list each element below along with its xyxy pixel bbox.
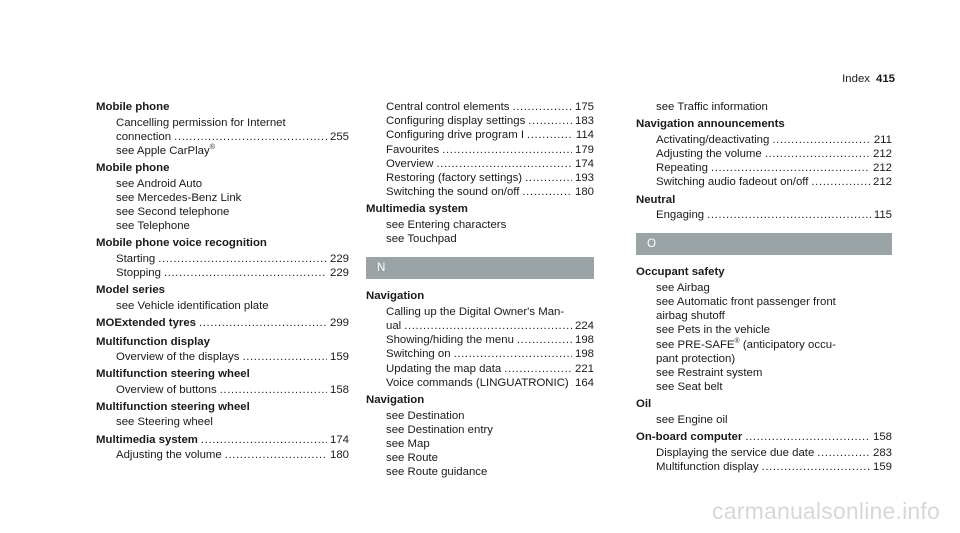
subentry[interactable] <box>366 362 594 376</box>
entry-heading-text: Mobile phone voice recognition <box>96 237 267 250</box>
page-ref[interactable]: 164 <box>574 376 594 389</box>
dot-leader <box>504 362 572 376</box>
subentry[interactable] <box>366 423 594 437</box>
dot-leader <box>711 161 870 175</box>
index-entry <box>366 393 594 483</box>
subentry-text <box>656 446 814 460</box>
subentry-label: Multifunction display <box>656 460 759 473</box>
index-entry <box>96 283 349 316</box>
subentry[interactable] <box>96 350 349 364</box>
subentry-text <box>386 319 401 333</box>
section-title: Index <box>842 73 870 85</box>
index-entry <box>96 367 349 400</box>
subentry-text <box>116 191 241 205</box>
subentry-label: Adjusting the volume <box>116 449 222 462</box>
subentry-text <box>386 362 501 376</box>
subentry-text <box>116 383 217 397</box>
page-ref[interactable]: 198 <box>574 348 594 361</box>
dot-leader <box>527 128 573 142</box>
index-entry <box>96 100 349 161</box>
dot-leader <box>745 430 870 446</box>
entry-heading[interactable] <box>96 335 349 351</box>
entry-heading[interactable] <box>366 289 594 305</box>
subentry-label: see Steering wheel <box>116 416 213 429</box>
subentry-label: see Vehicle identification plate <box>116 299 269 312</box>
subentry-text <box>386 333 514 347</box>
subentry-text <box>656 161 708 175</box>
subentry-label: Adjusting the volume <box>656 147 762 160</box>
subentry-text <box>386 437 430 451</box>
page-number: 415 <box>875 73 895 85</box>
dot-leader <box>525 171 572 185</box>
index-entry <box>96 161 349 236</box>
subentry-label: Overview of the displays <box>116 351 240 364</box>
subentry[interactable] <box>96 252 349 266</box>
subentry-text <box>116 299 269 313</box>
subentry-text <box>656 295 836 309</box>
dot-leader <box>512 100 572 114</box>
subentry[interactable] <box>96 205 349 219</box>
subentry-text <box>386 185 519 199</box>
entry-heading[interactable] <box>96 433 349 449</box>
subentry[interactable] <box>636 161 892 175</box>
page-ref[interactable]: 229 <box>329 267 349 280</box>
subentry-text <box>656 133 769 147</box>
entry-heading-text: Occupant safety <box>636 266 725 279</box>
page-ref[interactable]: 229 <box>329 252 349 265</box>
subentry-label: Overview <box>386 157 434 170</box>
subentry[interactable] <box>366 437 594 451</box>
subentry[interactable] <box>366 232 594 246</box>
index-entry <box>366 100 594 202</box>
index-entry <box>96 335 349 368</box>
registered-mark: ® <box>734 337 740 345</box>
dot-leader <box>242 350 327 364</box>
page-ref[interactable]: 114 <box>575 129 594 142</box>
subentry-label: see Touchpad <box>386 233 457 246</box>
subentry-label: Overview of buttons <box>116 383 217 396</box>
entry-heading-text: Navigation <box>366 290 425 303</box>
subentry-label: Configuring drive program I <box>386 129 525 142</box>
dot-leader <box>199 316 327 332</box>
subentry[interactable] <box>96 299 349 313</box>
dot-leader <box>707 208 871 222</box>
dot-leader <box>164 266 327 280</box>
subentry-text <box>656 208 704 222</box>
subentry[interactable] <box>366 185 594 199</box>
page-ref[interactable]: 158 <box>872 431 892 444</box>
subentry-label: see Mercedes-Benz Link <box>116 191 242 204</box>
dot-leader <box>772 133 870 147</box>
subentry[interactable] <box>636 175 892 189</box>
entry-heading[interactable] <box>636 193 892 209</box>
subentry-text <box>116 177 202 191</box>
entry-heading-text: Mobile phone <box>96 101 170 113</box>
page-ref[interactable]: 159 <box>329 351 349 364</box>
entry-heading-text: Mobile phone <box>96 162 170 175</box>
index-entry <box>636 397 892 430</box>
subentry[interactable] <box>366 128 594 142</box>
index-entry <box>96 316 349 335</box>
page-header <box>842 73 895 85</box>
subentry-tail: (anticipatory occu- <box>739 338 836 351</box>
dot-leader <box>404 319 572 333</box>
subentry-text <box>116 130 171 144</box>
subentry-text <box>656 413 728 427</box>
subentry-text <box>656 380 723 394</box>
subentry-label: Displaying the service due date <box>656 446 815 459</box>
subentry-text <box>116 350 239 364</box>
page-ref[interactable]: 255 <box>329 130 349 143</box>
subentry[interactable] <box>636 352 892 366</box>
subentry-label: see Automatic front passenger front <box>656 295 836 308</box>
subentry[interactable] <box>366 143 594 157</box>
subentry-text <box>116 205 229 219</box>
entry-heading[interactable] <box>96 283 349 299</box>
subentry-label: Cancelling permission for Internet <box>116 116 286 129</box>
page-ref[interactable]: 174 <box>329 433 349 446</box>
dot-leader <box>817 446 870 460</box>
subentry-text <box>386 376 569 390</box>
index-entry <box>636 193 892 226</box>
subentry-label: see Destination <box>386 409 465 422</box>
page-ref[interactable]: 158 <box>329 383 349 396</box>
dot-leader <box>225 448 327 462</box>
subentry[interactable] <box>366 171 594 185</box>
subentry-text <box>656 352 735 366</box>
entry-heading[interactable] <box>636 397 892 413</box>
subentry[interactable] <box>96 448 349 462</box>
subentry-label: Engaging <box>656 209 705 222</box>
subentry-label: see Route guidance <box>386 466 488 479</box>
page-ref[interactable]: 193 <box>574 172 594 185</box>
subentry-label: Updating the map data <box>386 362 502 375</box>
subentry[interactable] <box>636 147 892 161</box>
subentry-text <box>386 347 451 361</box>
entry-heading-text: Multimedia system <box>96 433 198 446</box>
entry-heading-text: Oil <box>636 398 652 411</box>
subentry-text <box>386 451 438 465</box>
index-entry <box>96 433 349 466</box>
subentry[interactable] <box>636 446 892 460</box>
index-entry <box>636 430 892 477</box>
subentry-text <box>386 218 506 232</box>
entry-heading-text: Multifunction steering wheel <box>96 400 250 413</box>
subentry-label: Central control elements <box>386 101 510 113</box>
entry-spacer <box>636 222 892 225</box>
entry-heading[interactable] <box>366 202 594 218</box>
subentry[interactable] <box>96 266 349 280</box>
subentry-text <box>386 100 509 114</box>
entry-heading[interactable] <box>96 100 349 116</box>
page-ref[interactable]: 115 <box>873 209 892 222</box>
subentry-text <box>386 409 465 423</box>
subentry[interactable] <box>96 116 349 130</box>
page-ref[interactable]: 183 <box>574 115 594 128</box>
index-entry <box>636 117 892 192</box>
subentry-label: see Pets in the vehicle <box>656 324 770 337</box>
letter-band: N <box>366 257 594 279</box>
index-entry <box>636 265 892 397</box>
subentry[interactable] <box>96 415 349 429</box>
subentry-text <box>656 338 836 352</box>
entry-heading-text: Navigation announcements <box>636 118 785 131</box>
watermark: carmanualsonline.info <box>712 498 940 524</box>
entry-spacer <box>366 480 594 483</box>
subentry-label: see Route <box>386 452 438 465</box>
subentry[interactable] <box>366 451 594 465</box>
subentry-text <box>116 116 286 130</box>
page-ref[interactable]: 299 <box>329 317 349 330</box>
page-ref[interactable]: 224 <box>574 320 594 333</box>
page-ref[interactable]: 198 <box>574 334 594 347</box>
subentry-text <box>386 114 525 128</box>
subentry-text <box>116 219 190 233</box>
subentry-label: see Android Auto <box>116 177 203 190</box>
page-ref[interactable]: 212 <box>872 176 892 189</box>
subentry-label: see Engine oil <box>656 413 728 426</box>
subentry-label: Calling up the Digital Owner's Man- <box>386 305 565 318</box>
subentry[interactable] <box>366 376 594 390</box>
index-entry <box>96 400 349 433</box>
subentry[interactable] <box>366 157 594 171</box>
entry-heading[interactable] <box>636 117 892 133</box>
subentry-text <box>656 175 808 189</box>
subentry-label: Stopping <box>116 267 161 280</box>
subentry[interactable] <box>636 366 892 380</box>
page-ref[interactable]: 212 <box>872 162 892 175</box>
subentry-label: Favourites <box>386 143 440 156</box>
subentry-text <box>116 415 213 429</box>
subentry[interactable] <box>366 465 594 479</box>
entry-heading-text: Multifunction display <box>96 335 210 348</box>
subentry[interactable] <box>636 208 892 222</box>
subentry-text <box>386 157 433 171</box>
subentry[interactable] <box>636 413 892 427</box>
subentry-label: see Second telephone <box>116 206 230 219</box>
page-ref[interactable]: 174 <box>574 157 594 170</box>
subentry[interactable] <box>96 219 349 233</box>
subentry[interactable] <box>636 309 892 323</box>
index-entry <box>366 202 594 249</box>
subentry-label: Switching the sound on/off <box>386 186 520 199</box>
subentry-text <box>656 147 762 161</box>
dot-leader <box>522 185 572 199</box>
page-ref[interactable]: 180 <box>574 186 594 199</box>
subentry-label: see Airbag <box>656 281 710 294</box>
entry-heading-text: Model series <box>96 284 166 297</box>
subentry-text <box>386 171 522 185</box>
dot-leader <box>442 143 572 157</box>
subentry-label: see Map <box>386 437 430 450</box>
subentry-label: connection <box>116 130 172 143</box>
dot-leader <box>765 147 870 161</box>
subentry[interactable] <box>636 380 892 394</box>
subentry-label: see Telephone <box>116 220 190 233</box>
subentry[interactable] <box>96 383 349 397</box>
page-ref[interactable]: 211 <box>873 133 892 146</box>
subentry-label: see Destination entry <box>386 423 494 436</box>
page-ref[interactable]: 179 <box>574 143 594 156</box>
subentry[interactable] <box>96 130 349 144</box>
subentry-label: see Seat belt <box>656 381 723 394</box>
entry-heading-text: Multifunction steering wheel <box>96 368 250 381</box>
page-ref[interactable]: 159 <box>872 460 892 473</box>
subentry-text <box>656 460 759 474</box>
index-entry <box>96 236 349 283</box>
dot-leader <box>528 114 572 128</box>
subentry-text <box>116 266 161 280</box>
subentry-label: pant protection) <box>656 352 736 365</box>
dot-leader <box>762 460 870 474</box>
page-ref[interactable]: 175 <box>574 101 594 113</box>
subentry-text <box>656 100 768 114</box>
subentry[interactable] <box>366 114 594 128</box>
subentry-label: see Traffic information <box>656 101 768 113</box>
subentry[interactable] <box>366 347 594 361</box>
subentry-label: Configuring display settings <box>386 115 526 128</box>
dot-leader <box>517 333 572 347</box>
subentry-text <box>386 465 487 479</box>
subentry-label: see Apple CarPlay <box>116 144 210 157</box>
registered-mark: ® <box>209 144 215 152</box>
dot-leader <box>201 433 327 449</box>
subentry-label: ual <box>386 320 402 333</box>
subentry-text <box>116 448 222 462</box>
subentry[interactable] <box>96 144 349 158</box>
subentry-label: Starting <box>116 252 156 265</box>
subentry-label: Switching on <box>386 348 451 361</box>
entry-spacer <box>96 462 349 465</box>
subentry-text <box>116 252 155 266</box>
subentry-text <box>386 305 564 319</box>
letter-band: O <box>636 233 892 255</box>
subentry-text <box>656 281 710 295</box>
subentry[interactable] <box>636 295 892 309</box>
subentry[interactable] <box>96 191 349 205</box>
entry-heading-text: MOExtended tyres <box>96 317 197 330</box>
subentry[interactable] <box>366 319 594 333</box>
subentry[interactable] <box>636 338 892 352</box>
subentry-label: Switching audio fadeout on/off <box>656 176 809 189</box>
dot-leader <box>158 252 327 266</box>
entry-heading[interactable] <box>96 236 349 252</box>
entry-heading[interactable] <box>96 316 349 332</box>
page-ref[interactable]: 221 <box>574 362 594 375</box>
subentry[interactable] <box>636 133 892 147</box>
subentry[interactable] <box>636 460 892 474</box>
subentry-text <box>116 144 215 158</box>
subentry-label: Repeating <box>656 162 708 175</box>
subentry-label: airbag shutoff <box>656 310 725 323</box>
subentry-label: Activating/deactivating <box>656 133 770 146</box>
entry-heading[interactable] <box>636 430 892 446</box>
page-ref[interactable]: 180 <box>329 449 349 462</box>
subentry[interactable] <box>636 323 892 337</box>
entry-heading[interactable] <box>636 265 892 281</box>
subentry-text <box>386 128 524 142</box>
entry-spacer <box>636 474 892 477</box>
subentry-label: Showing/hiding the menu <box>386 334 514 347</box>
entry-heading[interactable] <box>96 161 349 177</box>
dot-leader <box>436 157 572 171</box>
subentry-label: see PRE-SAFE <box>656 338 735 351</box>
subentry-text <box>386 232 457 246</box>
subentry[interactable] <box>96 177 349 191</box>
page-ref[interactable]: 283 <box>872 446 892 459</box>
subentry-label: see Restraint system <box>656 366 763 379</box>
dot-leader <box>454 347 572 361</box>
entry-heading-text: On-board computer <box>636 431 743 444</box>
subentry[interactable] <box>366 333 594 347</box>
subentry[interactable] <box>636 281 892 295</box>
index-column-3 <box>636 100 892 477</box>
index-entry <box>366 289 594 393</box>
entry-heading-text: Navigation <box>366 394 425 407</box>
page-ref[interactable]: 212 <box>872 147 892 160</box>
index-column-2 <box>366 100 594 483</box>
dot-leader <box>220 383 327 397</box>
entry-heading-text: Neutral <box>636 193 676 206</box>
subentry[interactable] <box>366 305 594 319</box>
subentry-text <box>386 423 493 437</box>
subentry-text <box>386 143 439 157</box>
subentry[interactable] <box>636 100 892 114</box>
entry-heading-text: Multimedia system <box>366 203 468 216</box>
subentry-text <box>656 323 770 337</box>
entry-heading[interactable] <box>96 400 349 416</box>
index-entry <box>636 100 892 117</box>
subentry[interactable] <box>366 409 594 423</box>
dot-leader <box>174 130 327 144</box>
subentry-text <box>656 366 762 380</box>
subentry[interactable] <box>366 100 594 114</box>
entry-heading[interactable] <box>366 393 594 409</box>
subentry-label: see Entering characters <box>386 218 507 231</box>
entry-heading[interactable] <box>96 367 349 383</box>
subentry-label: Voice commands (LINGUATRONIC) <box>386 376 569 389</box>
entry-spacer <box>366 246 594 249</box>
dot-leader <box>811 175 870 189</box>
subentry[interactable] <box>366 218 594 232</box>
subentry-label: Restoring (factory settings) <box>386 172 523 185</box>
index-column-1 <box>96 100 349 465</box>
subentry-text <box>656 309 725 323</box>
